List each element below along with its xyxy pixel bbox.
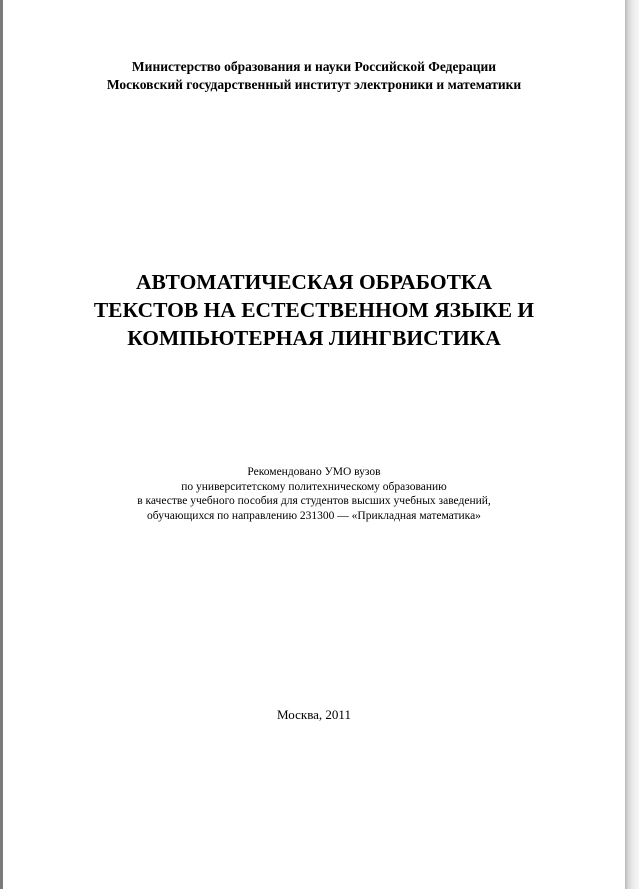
document-title <box>3 268 625 352</box>
title-line-1: АВТОМАТИЧЕСКАЯ ОБРАБОТКА <box>135 270 493 294</box>
recommendation-line-3: в качестве учебного пособия для студентов высших учебных заведений, <box>137 495 491 507</box>
place-and-year: Москва, 2011 <box>277 707 351 722</box>
title-line-2: ТЕКСТОВ НА ЕСТЕСТВЕННОМ ЯЗЫКЕ И <box>93 298 535 322</box>
institute-line: Московский государственный институт электроники и математики <box>106 77 522 92</box>
ministry-line: Министерство образования и науки Российской Федерации <box>131 59 497 74</box>
institution-header <box>3 58 625 94</box>
recommendation-block <box>3 465 625 523</box>
title-line-3: КОМПЬЮТЕРНАЯ ЛИНГВИСТИКА <box>127 326 501 350</box>
page-shadow <box>625 0 639 889</box>
recommendation-line-2: по университетскому политехническому образованию <box>181 480 447 493</box>
recommendation-line-1: Рекомендовано УМО вузов <box>247 466 381 478</box>
document-page <box>3 0 625 889</box>
recommendation-line-4: обучающихся по направлению 231300 — «Прикладная математика» <box>147 509 481 522</box>
